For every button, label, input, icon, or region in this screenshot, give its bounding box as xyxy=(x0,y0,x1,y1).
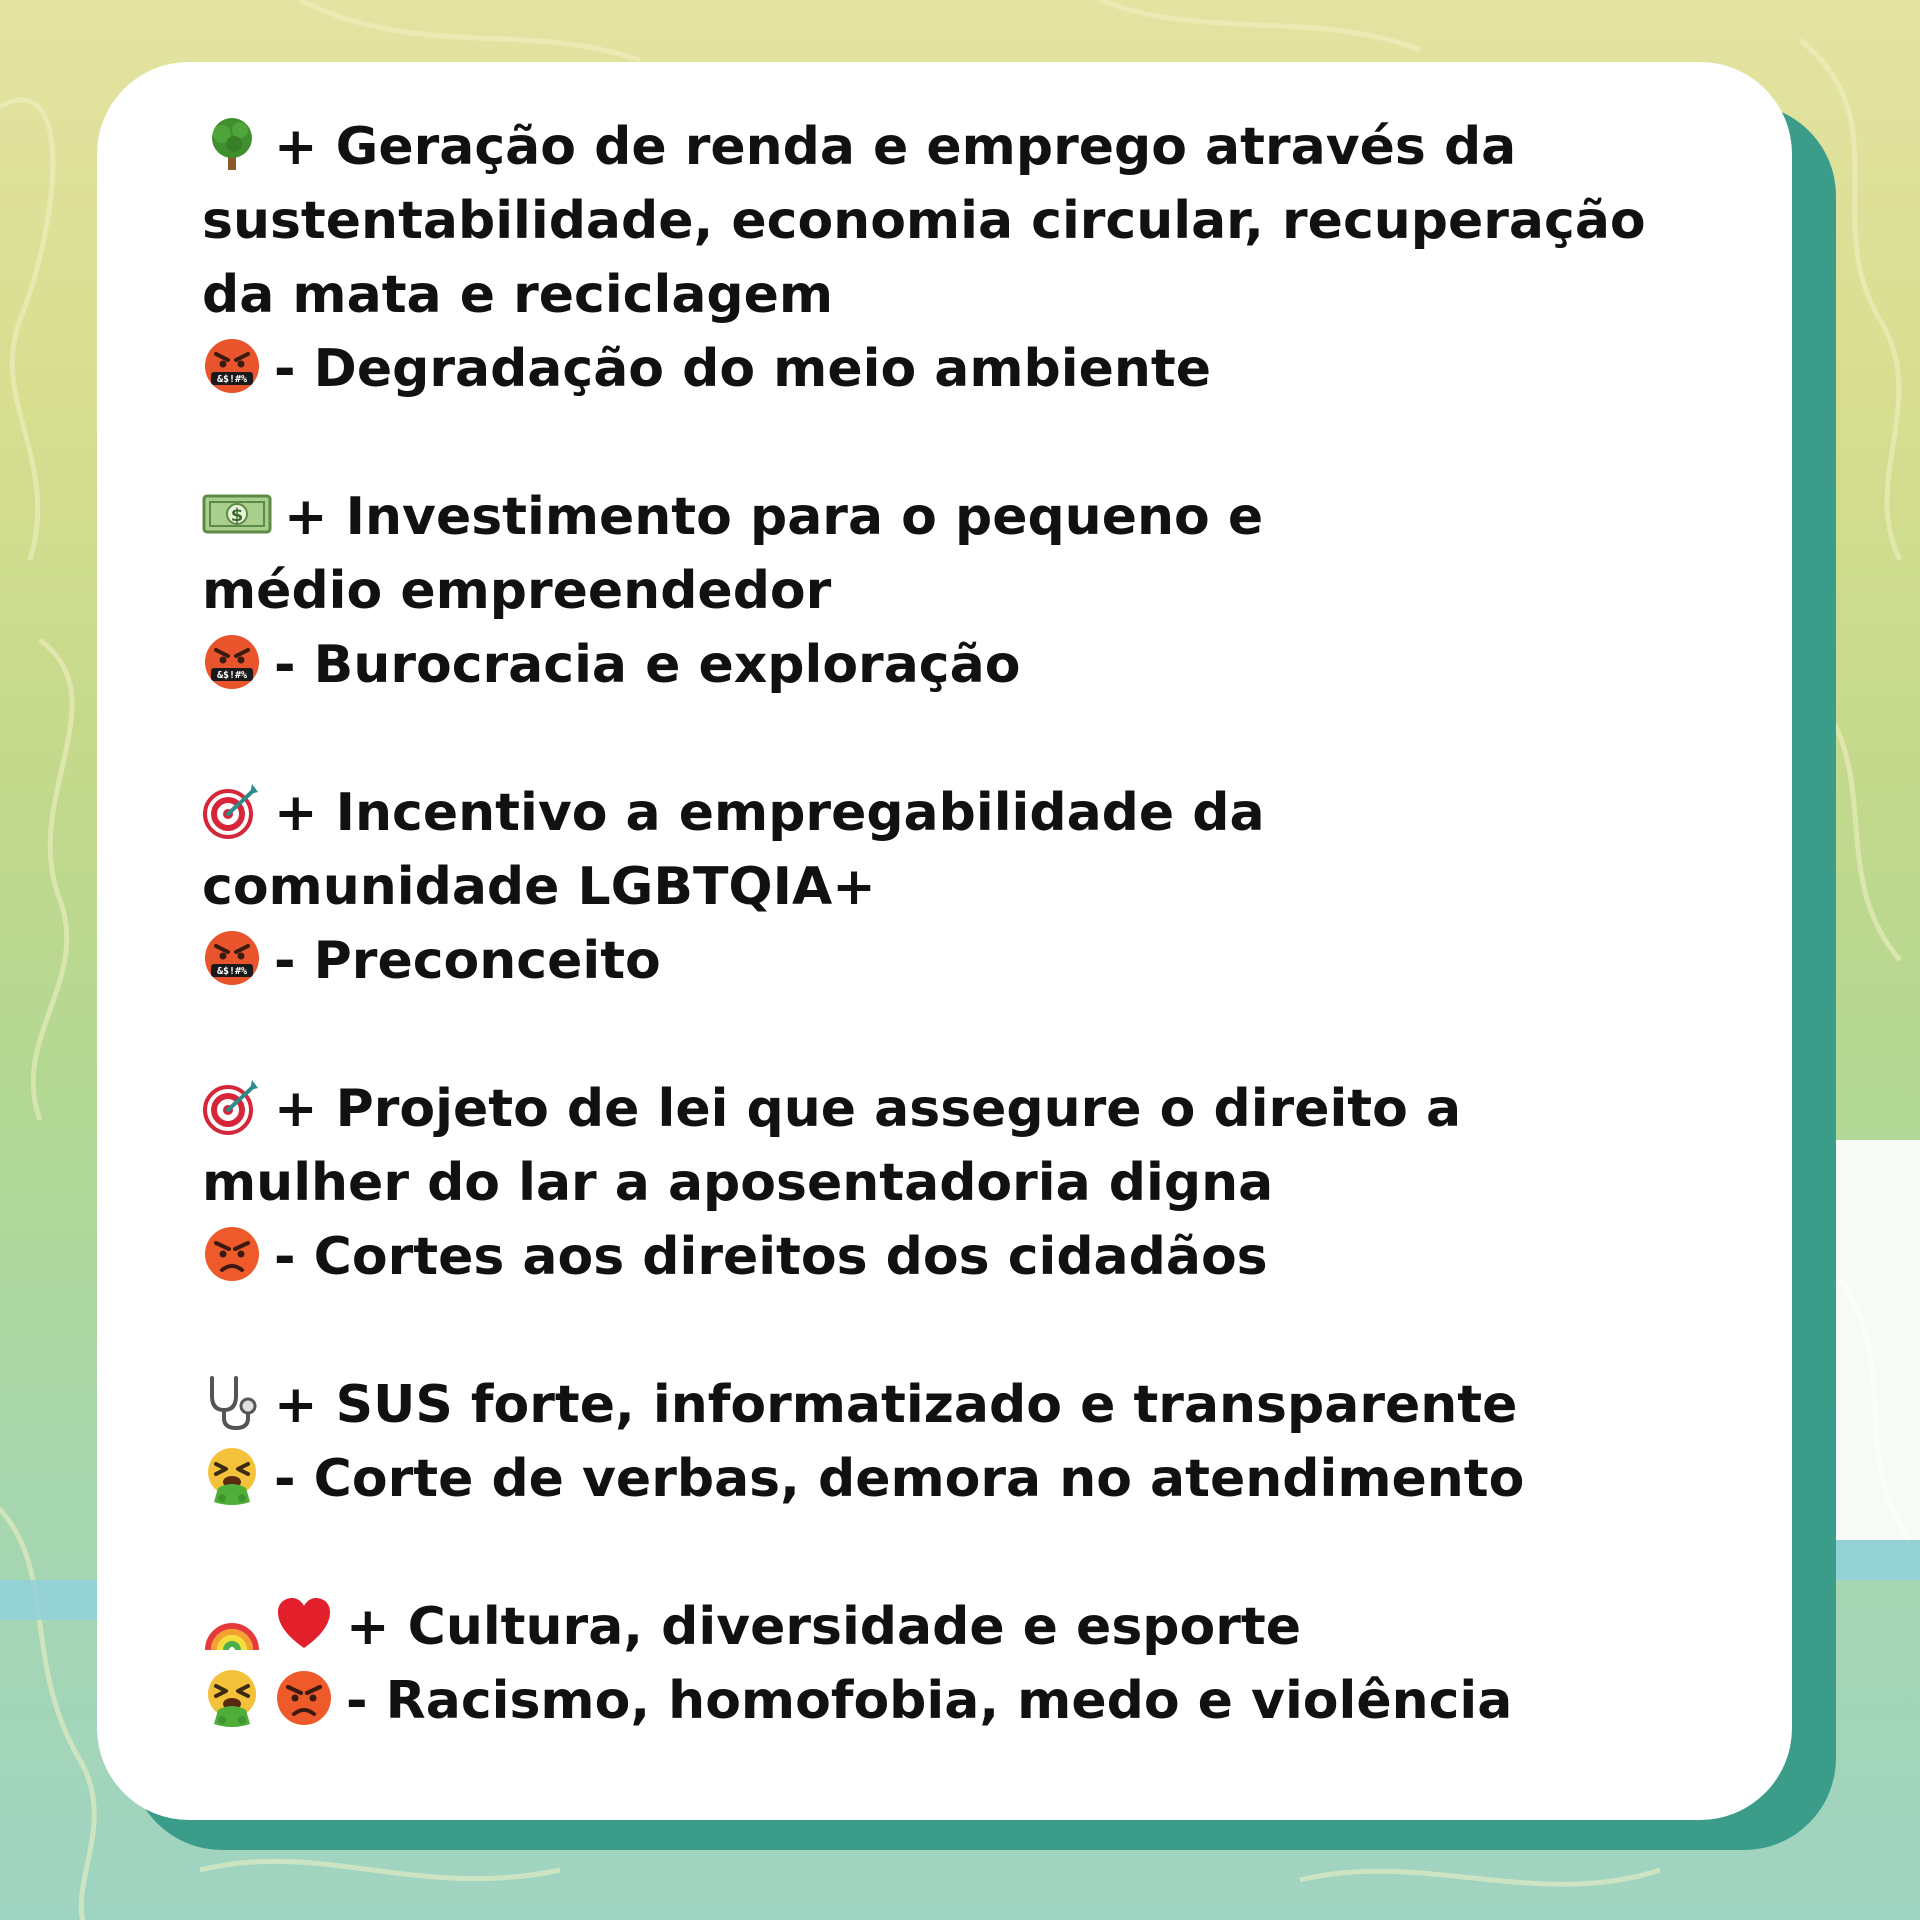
proposal-item xyxy=(202,1072,1702,1294)
proposal-negative-text: - Racismo, homofobia, medo e violência xyxy=(346,1671,1513,1731)
proposal-positive-text: + SUS forte, informatizado e transparente xyxy=(274,1375,1518,1435)
proposal-positive-text: + Cultura, diversidade e esporte xyxy=(346,1597,1301,1657)
proposal-item xyxy=(202,480,1702,702)
target-icon xyxy=(202,780,262,840)
proposal-positive-line xyxy=(202,480,1702,554)
proposal-item xyxy=(202,1590,1702,1738)
proposal-negative-line xyxy=(202,332,1702,406)
proposal-item xyxy=(202,110,1702,406)
stethoscope-icon xyxy=(202,1372,262,1432)
proposal-negative-line xyxy=(202,924,1702,998)
angry-face-icon xyxy=(274,1668,334,1728)
tree-icon xyxy=(202,114,262,174)
heart-icon xyxy=(274,1594,334,1654)
proposal-item xyxy=(202,1368,1702,1516)
proposal-positive-line xyxy=(202,1368,1702,1442)
proposal-positive-continuation xyxy=(202,184,1702,258)
vomiting-face-icon xyxy=(202,1668,262,1728)
svg-text:&$!#%: &$!#% xyxy=(216,670,248,681)
cursing-face-icon xyxy=(202,632,262,692)
proposal-item xyxy=(202,776,1702,998)
proposal-negative-line xyxy=(202,628,1702,702)
svg-text:&$!#%: &$!#% xyxy=(216,374,248,385)
proposal-negative-text: - Burocracia e exploração xyxy=(274,635,1021,695)
proposal-positive-text: mulher do lar a aposentadoria digna xyxy=(202,1153,1274,1213)
proposal-negative-text: - Cortes aos direitos dos cidadãos xyxy=(274,1227,1268,1287)
proposal-positive-line xyxy=(202,110,1702,184)
proposal-positive-text: sustentabilidade, economia circular, recuperação xyxy=(202,191,1646,251)
proposal-positive-continuation xyxy=(202,1146,1702,1220)
proposal-positive-text: + Geração de renda e emprego através da xyxy=(274,117,1517,177)
proposals-list xyxy=(202,110,1702,1812)
proposal-positive-line xyxy=(202,776,1702,850)
proposal-positive-line xyxy=(202,1590,1702,1664)
proposal-positive-continuation xyxy=(202,554,1702,628)
vomiting-face-icon xyxy=(202,1446,262,1506)
svg-text:$: $ xyxy=(230,505,244,526)
rainbow-icon xyxy=(202,1594,262,1654)
proposal-positive-continuation xyxy=(202,850,1702,924)
proposal-negative-text: - Degradação do meio ambiente xyxy=(274,339,1212,399)
cursing-face-icon xyxy=(202,336,262,396)
money-icon xyxy=(202,484,272,544)
proposal-positive-text: + Projeto de lei que assegure o direito a xyxy=(274,1079,1462,1139)
angry-face-icon xyxy=(202,1224,262,1284)
proposal-positive-continuation xyxy=(202,258,1702,332)
proposal-positive-text: médio empreendedor xyxy=(202,561,832,621)
target-icon xyxy=(202,1076,262,1136)
svg-text:&$!#%: &$!#% xyxy=(216,966,248,977)
proposal-positive-text: comunidade LGBTQIA+ xyxy=(202,857,876,917)
proposal-positive-line xyxy=(202,1072,1702,1146)
proposal-negative-text: - Corte de verbas, demora no atendimento xyxy=(274,1449,1525,1509)
cursing-face-icon xyxy=(202,928,262,988)
proposal-positive-text: + Investimento para o pequeno e xyxy=(284,487,1264,547)
proposal-positive-text: + Incentivo a empregabilidade da xyxy=(274,783,1265,843)
proposal-negative-line xyxy=(202,1442,1702,1516)
proposal-positive-text: da mata e reciclagem xyxy=(202,265,834,325)
proposal-negative-text: - Preconceito xyxy=(274,931,661,991)
proposal-negative-line xyxy=(202,1220,1702,1294)
proposal-negative-line xyxy=(202,1664,1702,1738)
